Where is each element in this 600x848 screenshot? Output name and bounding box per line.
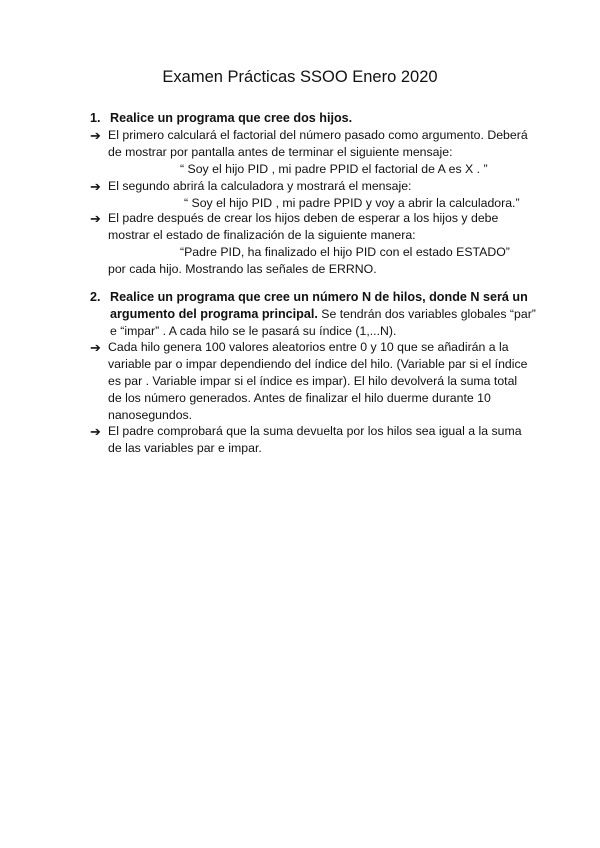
q2-b1-line2: variable par o impar dependiendo del índice del hilo. (Variable par si el índice xyxy=(108,357,528,371)
q1-bullet-2 xyxy=(90,178,530,212)
q1-b3-line2: mostrar el estado de finalización de la siguiente manera: xyxy=(108,228,416,242)
q2-heading-line3: e “impar” . A cada hilo se le pasará su índice (1,...N). xyxy=(110,324,397,338)
arrow-icon: ➔ xyxy=(90,340,101,355)
q2-bullet-2 xyxy=(90,423,530,457)
q2-heading-line1: Realice un programa que cree un número N de hilos, donde N será un xyxy=(110,290,528,304)
arrow-icon: ➔ xyxy=(90,128,101,143)
q1-b1-message: “ Soy el hijo PID , mi padre PPID el factorial de A es X . ” xyxy=(180,162,488,176)
q1-b3-line3: por cada hijo. Mostrando las señales de ERRNO. xyxy=(108,262,377,276)
q1-b2-message: “ Soy el hijo PID , mi padre PPID y voy a abrir la calculadora.” xyxy=(184,196,520,210)
document-title: Examen Prácticas SSOO Enero 2020 xyxy=(162,68,438,86)
arrow-icon: ➔ xyxy=(90,179,101,194)
q1-bullet-3 xyxy=(90,210,530,278)
q1-bullet-1 xyxy=(90,127,530,179)
q2-heading-line2 xyxy=(110,306,536,323)
q1-heading xyxy=(90,110,352,127)
q2-heading-line2-bold: argumento del programa principal. xyxy=(110,307,318,321)
q2-b1-line5: nanosegundos. xyxy=(108,408,193,422)
q1-b3-line1: El padre después de crear los hijos deben de esperar a los hijos y debe xyxy=(108,211,499,225)
q2-b1-line1: Cada hilo genera 100 valores aleatorios entre 0 y 10 que se añadirán a la xyxy=(108,340,509,354)
q1-b1-line1: El primero calculará el factorial del número pasado como argumento. Deberá xyxy=(108,128,528,142)
arrow-icon: ➔ xyxy=(90,211,101,226)
q1-number: 1. xyxy=(90,111,101,125)
q1-b2-line1: El segundo abrirá la calculadora y mostrará el mensaje: xyxy=(108,179,412,193)
q2-b2-line1: El padre comprobará que la suma devuelta por los hilos sea igual a la suma xyxy=(108,424,522,438)
q2-heading-line2-rest: Se tendrán dos variables globales “par” xyxy=(317,307,536,321)
q2-heading xyxy=(90,289,540,341)
q2-b2-line2: de las variables par e impar. xyxy=(108,441,262,455)
q2-b1-line4: de los número generados. Antes de finalizar el hilo duerme durante 10 xyxy=(108,391,491,405)
q1-heading-text: Realice un programa que cree dos hijos. xyxy=(110,111,353,125)
q2-bullet-1 xyxy=(90,339,530,425)
q1-b1-line2: de mostrar por pantalla antes de terminar el siguiente mensaje: xyxy=(108,145,453,159)
q2-b1-line3: es par . Variable impar si el índice es impar). El hilo devolverá la suma total xyxy=(108,374,518,388)
arrow-icon: ➔ xyxy=(90,424,101,439)
q2-number: 2. xyxy=(90,290,101,304)
q1-b3-message: “Padre PID, ha finalizado el hijo PID con el estado ESTADO” xyxy=(180,245,510,259)
